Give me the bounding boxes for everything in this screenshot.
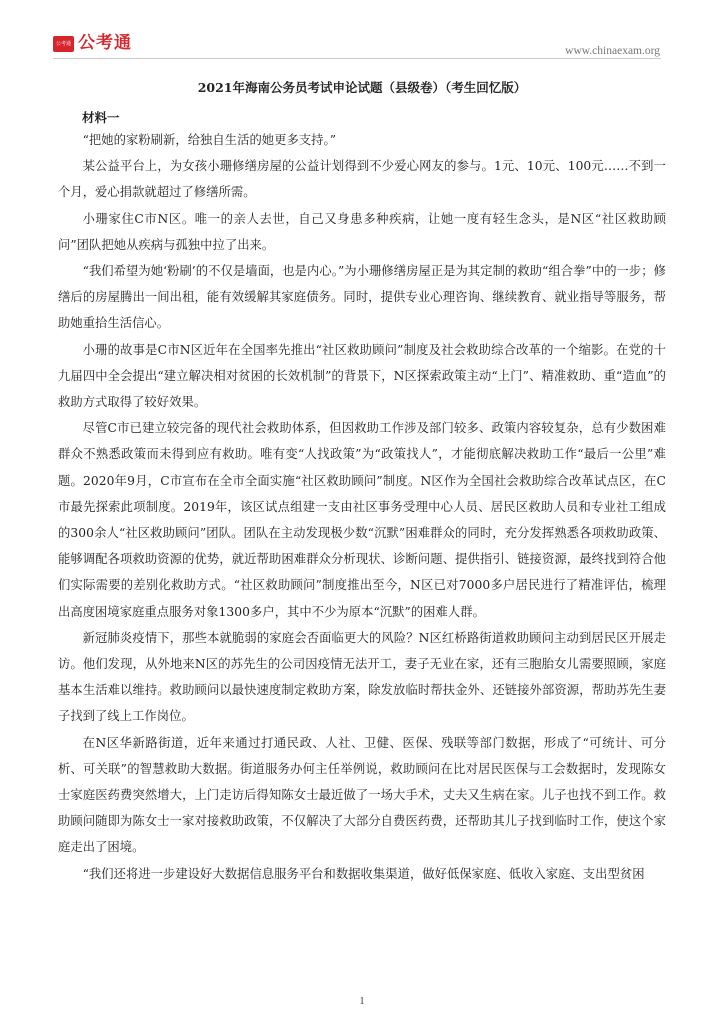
logo-icon: 公考通 [53,36,74,52]
logo-text: 公考通 [78,33,132,53]
paragraph: “我们希望为她‘粉刷’的不仅是墙面，也是内心。”为小珊修缮房屋正是为其定制的救助“组合拳”中的一步；修缮后的房屋腾出一间出租，能有效缓解其家庭债务。同时，提供专业心理咨询、继续教育、就业指导等服务，帮助她重拾生活信心。 [58,264,666,331]
paragraph: “我们还将进一步建设好大数据信息服务平台和数据收集渠道，做好低保家庭、低收入家庭、支出型贫困 [82,866,645,881]
section-title: 材料一 [82,110,120,125]
site-url[interactable]: www.chinaexam.org [565,45,660,57]
paragraph: 小珊家住C市N区。唯一的亲人去世，自己又身患多种疾病，让她一度有轻生念头，是N区“社区救助顾问”团队把她从疾病与孤独中拉了出来。 [58,211,666,252]
document-title: 2021年海南公务员考试申论试题（县级卷）（考生回忆版） [197,80,527,95]
paragraph: 某公益平台上，为女孩小珊修缮房屋的公益计划得到不少爱心网友的参与。1元、10元、100元……不到一个月，爱心捐款就超过了修缮所需。 [58,159,666,200]
page-number: 1 [359,996,365,1007]
paragraph: “把她的家粉刷新，给独自生活的她更多支持。” [82,133,337,147]
paragraph: 尽管C市已建立较完备的现代社会救助体系，但因救助工作涉及部门较多、政策内容较复杂，总有少数困难群众不熟悉政策而未得到应有救助。唯有变“人找政策”为“政策找人”，才能彻底解决救助工作“最后一公里”难题。2020年9月，C市宣布在全市全面实施“社区救助顾问”制度。N区作为全国社会救助综合改革试点区，在C市最先探索此项制度。2019年，该区试点组建一支由社区事务受理中心人员、居民区救助人员和专业社工组成的300余人“社区救助顾问”团队。团队在主动发现极少数“沉默”困难群众的同时，充分发挥熟悉各项救助政策、能够调配各项救助资源的优势，就近帮助困难群众分析现状、诊断问题、提供指引、链接资源，最终找到符合他们实际需要的差别化救助方式。“社区救助顾问”制度推出至今，N区已对7000多户居民进行了精准评估，梳理出高度困境家庭重点服务对象1300多户，其中不少为原本“沉默”的困难人群。 [58,421,666,619]
paragraph: 在N区华新路街道，近年来通过打通民政、人社、卫健、医保、残联等部门数据，形成了“可统计、可分析、可关联”的智慧救助大数据。街道服务办何主任举例说，救助顾问在比对居民医保与工会数据时，发现陈女士家庭医药费突然增大，上门走访后得知陈女士最近做了一场大手术，丈夫又生病在家。儿子也找不到工作。救助顾问随即为陈女士一家对接救助政策，不仅解决了大部分自费医药费，还帮助其儿子找到临时工作，使这个家庭走出了困境。 [58,735,666,855]
material-body [58,127,666,887]
paragraph: 新冠肺炎疫情下，那些本就脆弱的家庭会否面临更大的风险？N区红桥路街道救助顾问主动到居民区开展走访。他们发现，从外地来N区的苏先生的公司因疫情无法开工，妻子无业在家，还有三胞胎女儿需要照顾，家庭基本生活难以维持。救助顾问以最快速度制定救助方案，除发放临时帮扶金外、还链接外部资源，帮助苏先生妻子找到了线上工作岗位。 [58,630,666,724]
page-header [0,0,724,62]
header-divider [53,58,661,59]
paragraph: 小珊的故事是C市N区近年在全国率先推出“社区救助顾问”制度及社会救助综合改革的一个缩影。在党的十九届四中全会提出“建立解决相对贫困的长效机制”的背景下，N区探索政策主动“上门”、精准救助、重“造血”的救助方式取得了较好效果。 [58,342,666,410]
